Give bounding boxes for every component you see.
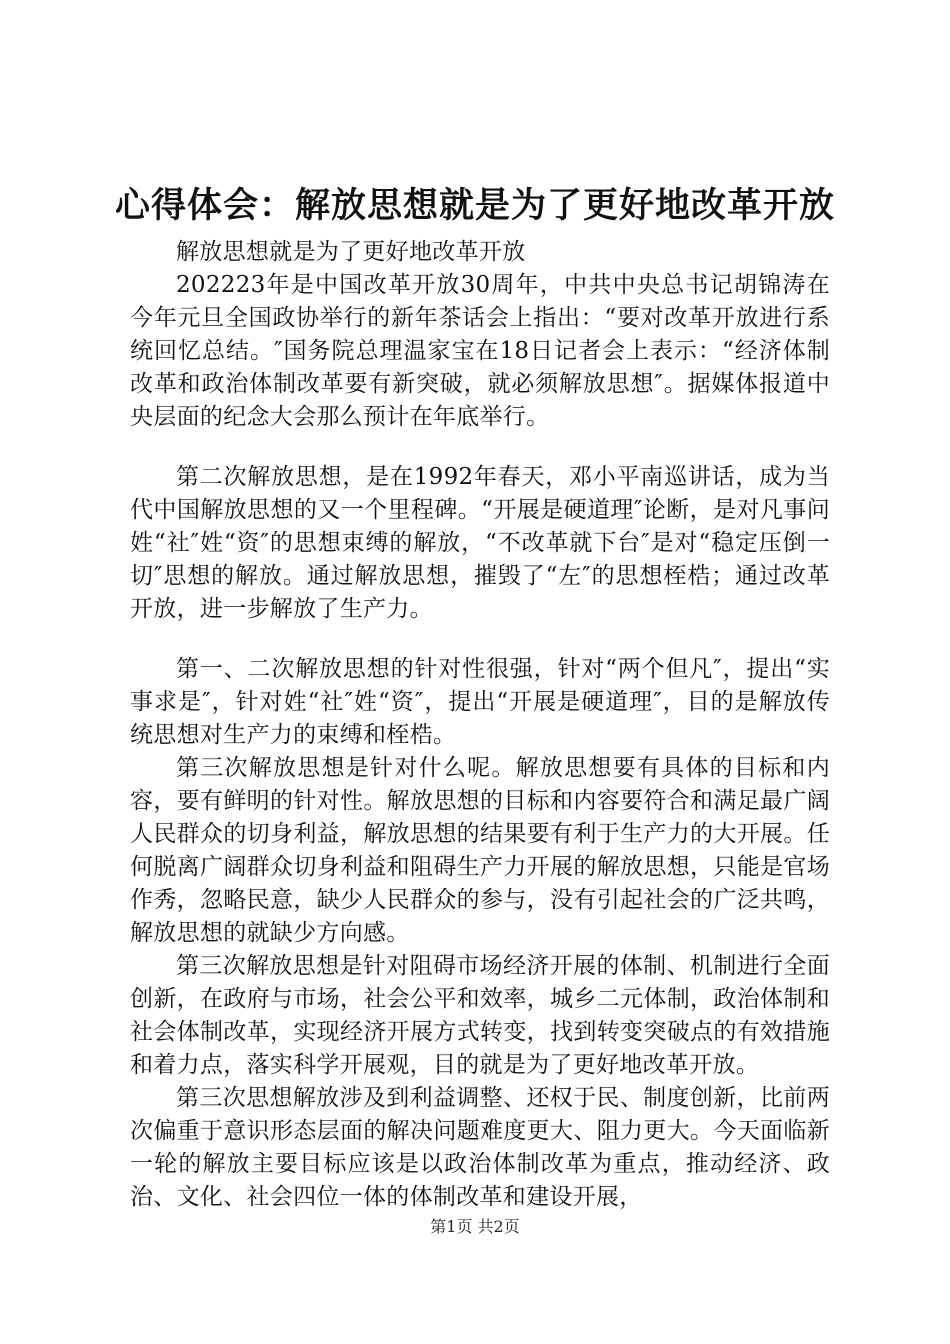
page-total: 共2页 <box>477 1217 520 1236</box>
body-paragraph: 第三次思想解放涉及到利益调整、还权于民、制度创新，比前两次偏重于意识形态层面的解决问题难度更大、阻力更大。今天面临新一轮的解放主要目标应该是以政治体制改革为重点，推动经济、政治、文化、社会四位一体的体制改革和建设开展， <box>130 1085 830 1210</box>
page-number: 第1页 <box>430 1217 473 1236</box>
body-paragraph: 第一、二次解放思想的针对性很强，针对“两个但凡″，提出“实事求是″，针对姓“社″姓“资″，提出“开展是硬道理″，目的是解放传统思想对生产力的束缚和桎梏。 <box>130 656 830 748</box>
body-paragraph: 第三次解放思想是针对阻碍市场经济开展的体制、机制进行全面创新，在政府与市场，社会公平和效率，城乡二元体制，政治体制和社会体制改革，实现经济开展方式转变，找到转变突破点的有效措施和着力点，落实科学开展观，目的就是为了更好地改革开放。 <box>130 953 830 1078</box>
page-footer <box>0 1216 950 1238</box>
body-paragraph: 第三次解放思想是针对什么呢。解放思想要有具体的目标和内容，要有鲜明的针对性。解放思想的目标和内容要符合和满足最广阔人民群众的切身利益，解放思想的结果要有利于生产力的大开展。任何脱离广阔群众切身利益和阻碍生产力开展的解放思想，只能是官场作秀，忽略民意，缺少人民群众的参与，没有引起社会的广泛共鸣，解放思想的就缺少方向感。 <box>130 755 830 946</box>
document-body <box>130 236 830 1214</box>
body-paragraph: 202223年是中国改革开放30周年，中共中央总书记胡锦涛在今年元旦全国政协举行的新年茶话会上指出：“要对改革开放进行系统回忆总结。″国务院总理温家宝在18日记者会上表示：“经济体制改革和政治体制改革要有新突破，就必须解放思想″。据媒体报道中央层面的纪念大会那么预计在年底举行。 <box>130 272 830 430</box>
subtitle-paragraph: 解放思想就是为了更好地改革开放 <box>176 239 526 265</box>
document-title: 心得体会：解放思想就是为了更好地改革开放 <box>114 185 835 226</box>
body-paragraph: 第二次解放思想，是在1992年春天，邓小平南巡讲话，成为当代中国解放思想的又一个里程碑。“开展是硬道理″论断，是对凡事问姓“社″姓“资″的思想束缚的解放，“不改革就下台″是对“稳定压倒一切″思想的解放。通过解放思想，摧毁了“左″的思想桎梏；通过改革开放，进一步解放了生产力。 <box>130 464 830 622</box>
